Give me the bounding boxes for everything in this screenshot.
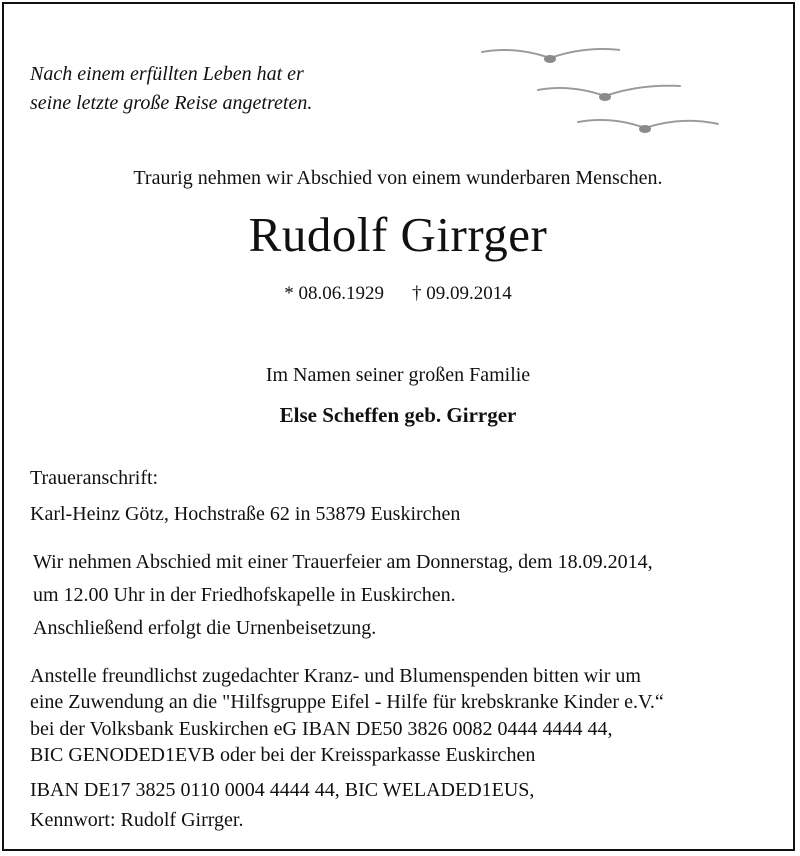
family-intro: Im Namen seiner großen Familie [265, 364, 531, 386]
life-dates [0, 283, 796, 305]
birth-date: * 08.06.1929 [284, 283, 384, 304]
address-label: Traueranschrift: [30, 467, 159, 489]
lead-text: Traurig nehmen wir Abschied von einem wunderbaren Menschen. [133, 167, 663, 189]
donation-line-6: Kennwort: Rudolf Girrger. [30, 809, 244, 831]
donation-line-5: IBAN DE17 3825 0110 0004 4444 44, BIC WELADED1EUS, [30, 779, 535, 801]
ceremony-line-2: um 12.00 Uhr in der Friedhofskapelle in Euskirchen. [33, 584, 456, 606]
donation-line-4: BIC GENODED1EVB oder bei der Kreissparkasse Euskirchen [30, 744, 536, 766]
ceremony-line-1: Wir nehmen Abschied mit einer Trauerfeier am Donnerstag, dem 18.09.2014, [33, 551, 653, 573]
ceremony-line-3: Anschließend erfolgt die Urnenbeisetzung. [33, 617, 377, 639]
motto-line-2: seine letzte große Reise angetreten. [30, 92, 313, 114]
donation-line-3: bei der Volksbank Euskirchen eG IBAN DE50 3826 0082 0444 4444 44, [30, 718, 613, 740]
motto-line-1: Nach einem erfüllten Leben hat er [30, 63, 304, 85]
donation-line-1: Anstelle freundlichst zugedachter Kranz- und Blumenspenden bitten wir um [30, 665, 641, 687]
death-date: † 09.09.2014 [412, 283, 512, 304]
address-value: Karl-Heinz Götz, Hochstraße 62 in 53879 Euskirchen [30, 503, 461, 525]
flying-birds-icon [470, 40, 730, 145]
family-name: Else Scheffen geb. Girrger [279, 403, 517, 427]
donation-line-2: eine Zuwendung an die "Hilfsgruppe Eifel - Hilfe für krebskranke Kinder e.V.“ [30, 691, 664, 713]
deceased-name: Rudolf Girrger [248, 207, 548, 262]
